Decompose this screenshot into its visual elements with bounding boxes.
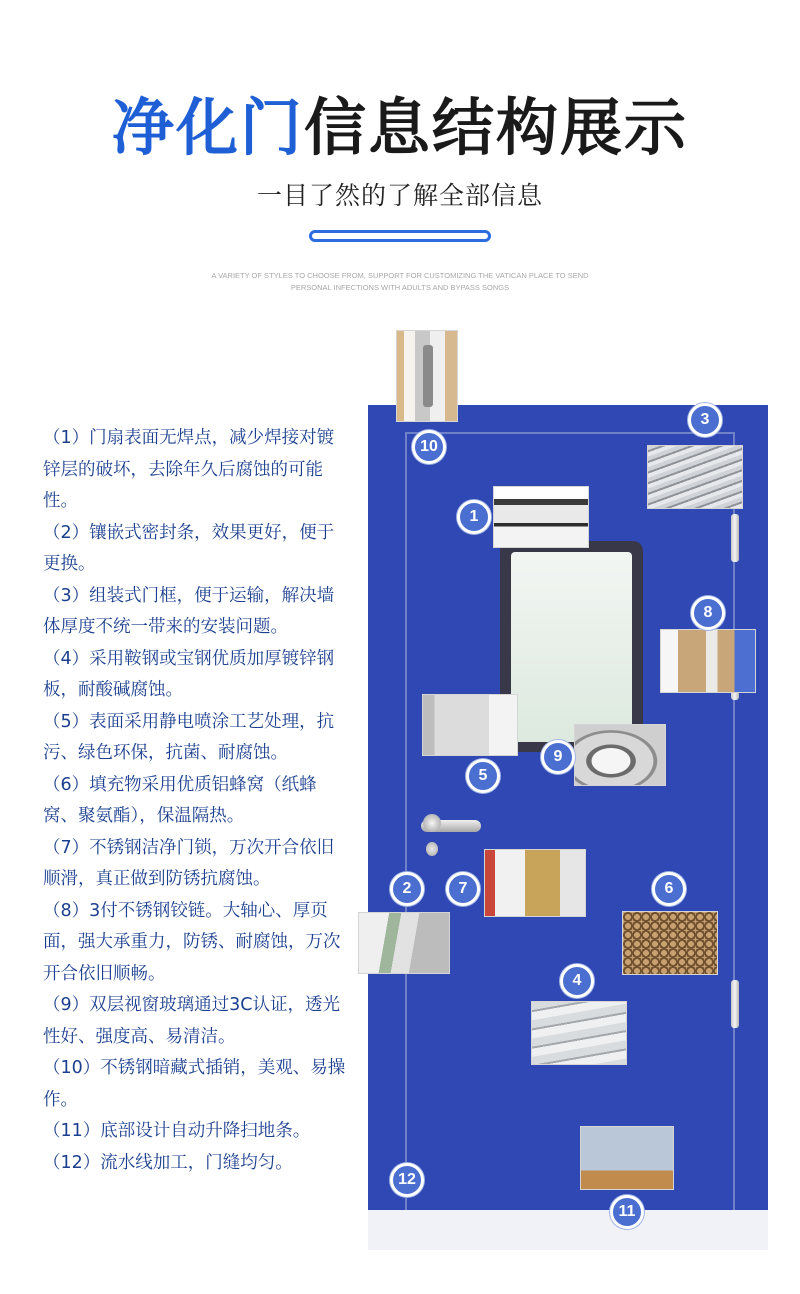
detail-image-honeycomb [622,911,718,975]
feature-item-3: （3）组装式门框，便于运输，解决墙体厚度不统一带来的安装问题。 [43,585,335,637]
marker-2: 2 [390,872,424,906]
detail-image-door-leaf [493,486,589,548]
marker-1: 1 [457,500,491,534]
feature-item-8: （8）3付不锈钢铰链。大轴心、厚页面，强大承重力，防锈、耐腐蚀，万次开合依旧顺畅。 [43,900,341,984]
title-highlight: 净化门 [111,91,304,164]
detail-image-coating [422,694,518,756]
detail-image-hinge [660,629,756,693]
door-handle-rose [423,814,441,832]
door-keyhole [426,842,438,856]
marker-11: 11 [610,1195,644,1229]
marker-5: 5 [466,759,500,793]
feature-list [43,423,348,1179]
door-floor-strip [368,1210,768,1250]
marker-7: 7 [446,872,480,906]
feature-item-9: （9）双层视窗玻璃通过3C认证，透光性好、强度高、易清洁。 [43,995,340,1047]
view-window-glass [511,552,632,742]
door-hinge-top [731,514,739,562]
feature-item-2: （2）镶嵌式密封条，效果更好，便于更换。 [43,522,335,574]
tagline [150,270,650,294]
feature-item-12: （12）流水线加工，门缝均匀。 [43,1152,293,1173]
feature-item-7: （7）不锈钢洁净门锁，万次开合依旧顺滑，真正做到防锈抗腐蚀。 [43,837,335,889]
marker-6: 6 [652,872,686,906]
feature-item-4: （4）采用鞍钢或宝钢优质加厚镀锌钢板，耐酸碱腐蚀。 [43,648,335,700]
detail-image-concealed-bolt [396,330,458,422]
title-underline [309,230,491,242]
tagline-line-2: PERSONAL INFECTIONS WITH ADULTS AND BYPASS SONGS [290,283,510,292]
title-main: 信息结构展示 [304,91,689,164]
marker-4: 4 [560,964,594,998]
page-title [0,88,800,168]
feature-item-1: （1）门扇表面无焊点，减少焊接对镀锌层的破坏，去除年久后腐蚀的可能性。 [43,428,335,511]
marker-12: 12 [390,1163,424,1197]
marker-3: 3 [688,403,722,437]
feature-item-11: （11）底部设计自动升降扫地条。 [43,1121,311,1141]
detail-image-frame [647,445,743,509]
detail-image-lock [484,849,586,917]
detail-image-steel-sheet [531,1001,627,1065]
feature-item-5: （5）表面采用静电喷涂工艺处理，抗污、绿色环保，抗菌、耐腐蚀。 [43,711,335,763]
tagline-line-1: A VARIETY OF STYLES TO CHOOSE FROM, SUPPORT FOR CUSTOMIZING THE VATICAN PLACE TO SEND [211,271,589,280]
page-subtitle: 一目了然的了解全部信息 [256,181,543,210]
door-hinge-bottom [731,980,739,1028]
detail-image-seal-strip [358,912,450,974]
marker-10: 10 [412,430,446,464]
marker-9: 9 [541,740,575,774]
detail-image-door-sweep [580,1126,674,1190]
feature-item-10: （10）不锈钢暗藏式插销，美观、易操作。 [43,1058,346,1110]
detail-image-window-glass [574,724,666,786]
feature-item-6: （6）填充物采用优质铝蜂窝（纸蜂窝、聚氨酯），保温隔热。 [43,774,317,826]
marker-8: 8 [691,596,725,630]
